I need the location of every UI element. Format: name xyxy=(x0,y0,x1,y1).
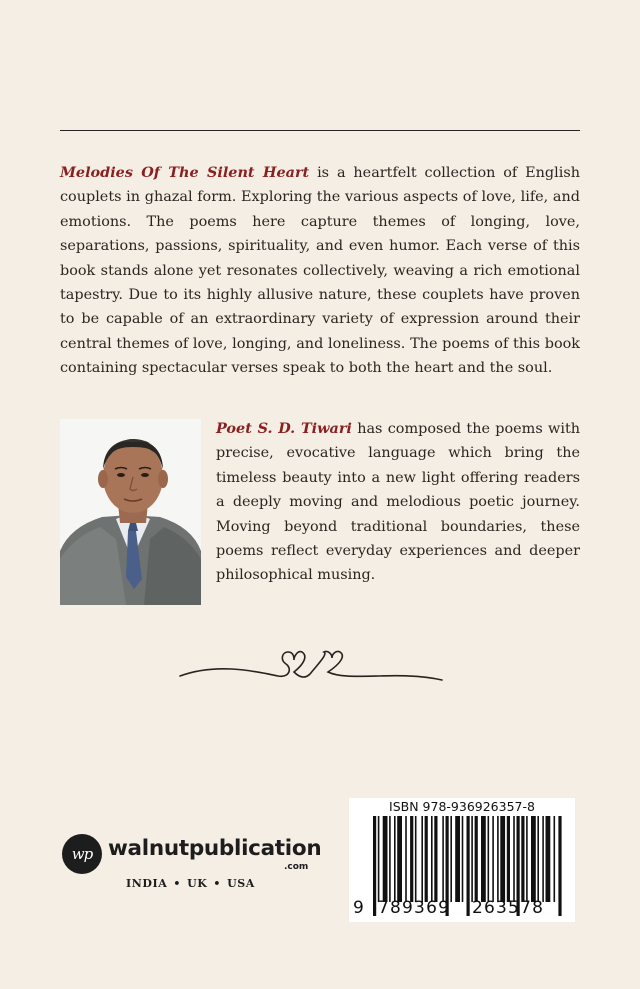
barcode-bar xyxy=(531,816,536,902)
barcode-bar xyxy=(431,816,433,902)
publisher-badge-icon: wp xyxy=(62,834,102,874)
barcode-bar xyxy=(521,816,524,902)
poet-name: Poet S. D. Tiwari xyxy=(216,420,352,437)
author-photo xyxy=(60,419,201,605)
isbn-barcode xyxy=(349,798,575,922)
country-label: INDIA xyxy=(126,877,168,890)
barcode-bar xyxy=(546,816,551,902)
barcode-bar xyxy=(526,816,528,902)
book-description xyxy=(60,161,580,381)
barcode-bar xyxy=(542,816,544,902)
barcode-bar xyxy=(554,816,556,902)
barcode-bar xyxy=(481,816,486,902)
barcode-bar xyxy=(462,816,464,902)
barcode-bar xyxy=(394,816,396,902)
barcode-right-digits: 263578 xyxy=(472,898,545,918)
author-bio-text: has composed the poems with precise, evocative language which bring the timeless beauty into a new light offering readers a deeply moving and melodious poetic journey. Moving beyond traditional boundaries, these poems reflect everyday experiences and deeper philosophical musing. xyxy=(216,421,580,584)
barcode-bar xyxy=(434,816,437,902)
book-title: Melodies Of The Silent Heart xyxy=(60,164,310,181)
country-label: UK xyxy=(187,877,208,890)
barcode-bar xyxy=(425,816,428,902)
barcode-bar xyxy=(507,816,510,902)
barcode-bar xyxy=(488,816,490,902)
barcode-bar xyxy=(397,816,402,902)
barcode-bar xyxy=(373,816,376,916)
barcode-bar xyxy=(383,816,388,902)
publisher-name: walnutpublication xyxy=(108,836,322,861)
publisher-countries: INDIA • UK • USA xyxy=(126,877,255,890)
author-bio xyxy=(216,417,580,588)
barcode-bar xyxy=(389,816,391,902)
barcode-bar xyxy=(410,816,413,902)
barcode-bar xyxy=(471,816,473,902)
book-description-text: is a heartfelt collection of English couplets in ghazal form. Exploring the various aspects of love, life, and emotions. The poems here capture themes of longing, love, separations, passions, spirituality, and even humor. Each verse of this book stands alone yet resonates collectively, weaving a rich emotional tapestry. Due to its highly allusive nature, these couplets have proven to be capable of an extraordinary variety of expression around their central themes of love, longing, and loneliness. The poems of this book containing spectacular verses speak to both the heart and the soul. xyxy=(60,165,580,377)
barcode-bar xyxy=(513,816,515,902)
barcode-bar xyxy=(405,816,407,902)
barcode-bar xyxy=(442,816,444,902)
barcode-bar xyxy=(500,816,505,902)
barcode-bar xyxy=(415,816,417,902)
barcode-bar xyxy=(497,816,499,902)
barcode-first-digit: 9 xyxy=(353,898,366,918)
barcode-bar xyxy=(378,816,380,902)
publisher-domain: .com xyxy=(284,862,309,872)
barcode-bar xyxy=(537,816,539,902)
isbn-label: ISBN 978-936926357-8 xyxy=(389,799,535,814)
barcode-bar xyxy=(450,816,452,902)
top-divider xyxy=(60,130,580,131)
barcode-bar xyxy=(421,816,423,902)
barcode-bar xyxy=(492,816,494,902)
barcode-bar xyxy=(558,816,561,916)
heart-swirl-ornament-icon xyxy=(178,646,444,688)
author-portrait-image xyxy=(60,419,201,605)
barcode-bar xyxy=(467,816,470,916)
country-label: USA xyxy=(227,877,255,890)
barcode-bar xyxy=(455,816,460,902)
barcode-left-digits: 789369 xyxy=(378,898,451,918)
publisher-logo xyxy=(62,832,332,902)
barcode-bar xyxy=(475,816,478,902)
